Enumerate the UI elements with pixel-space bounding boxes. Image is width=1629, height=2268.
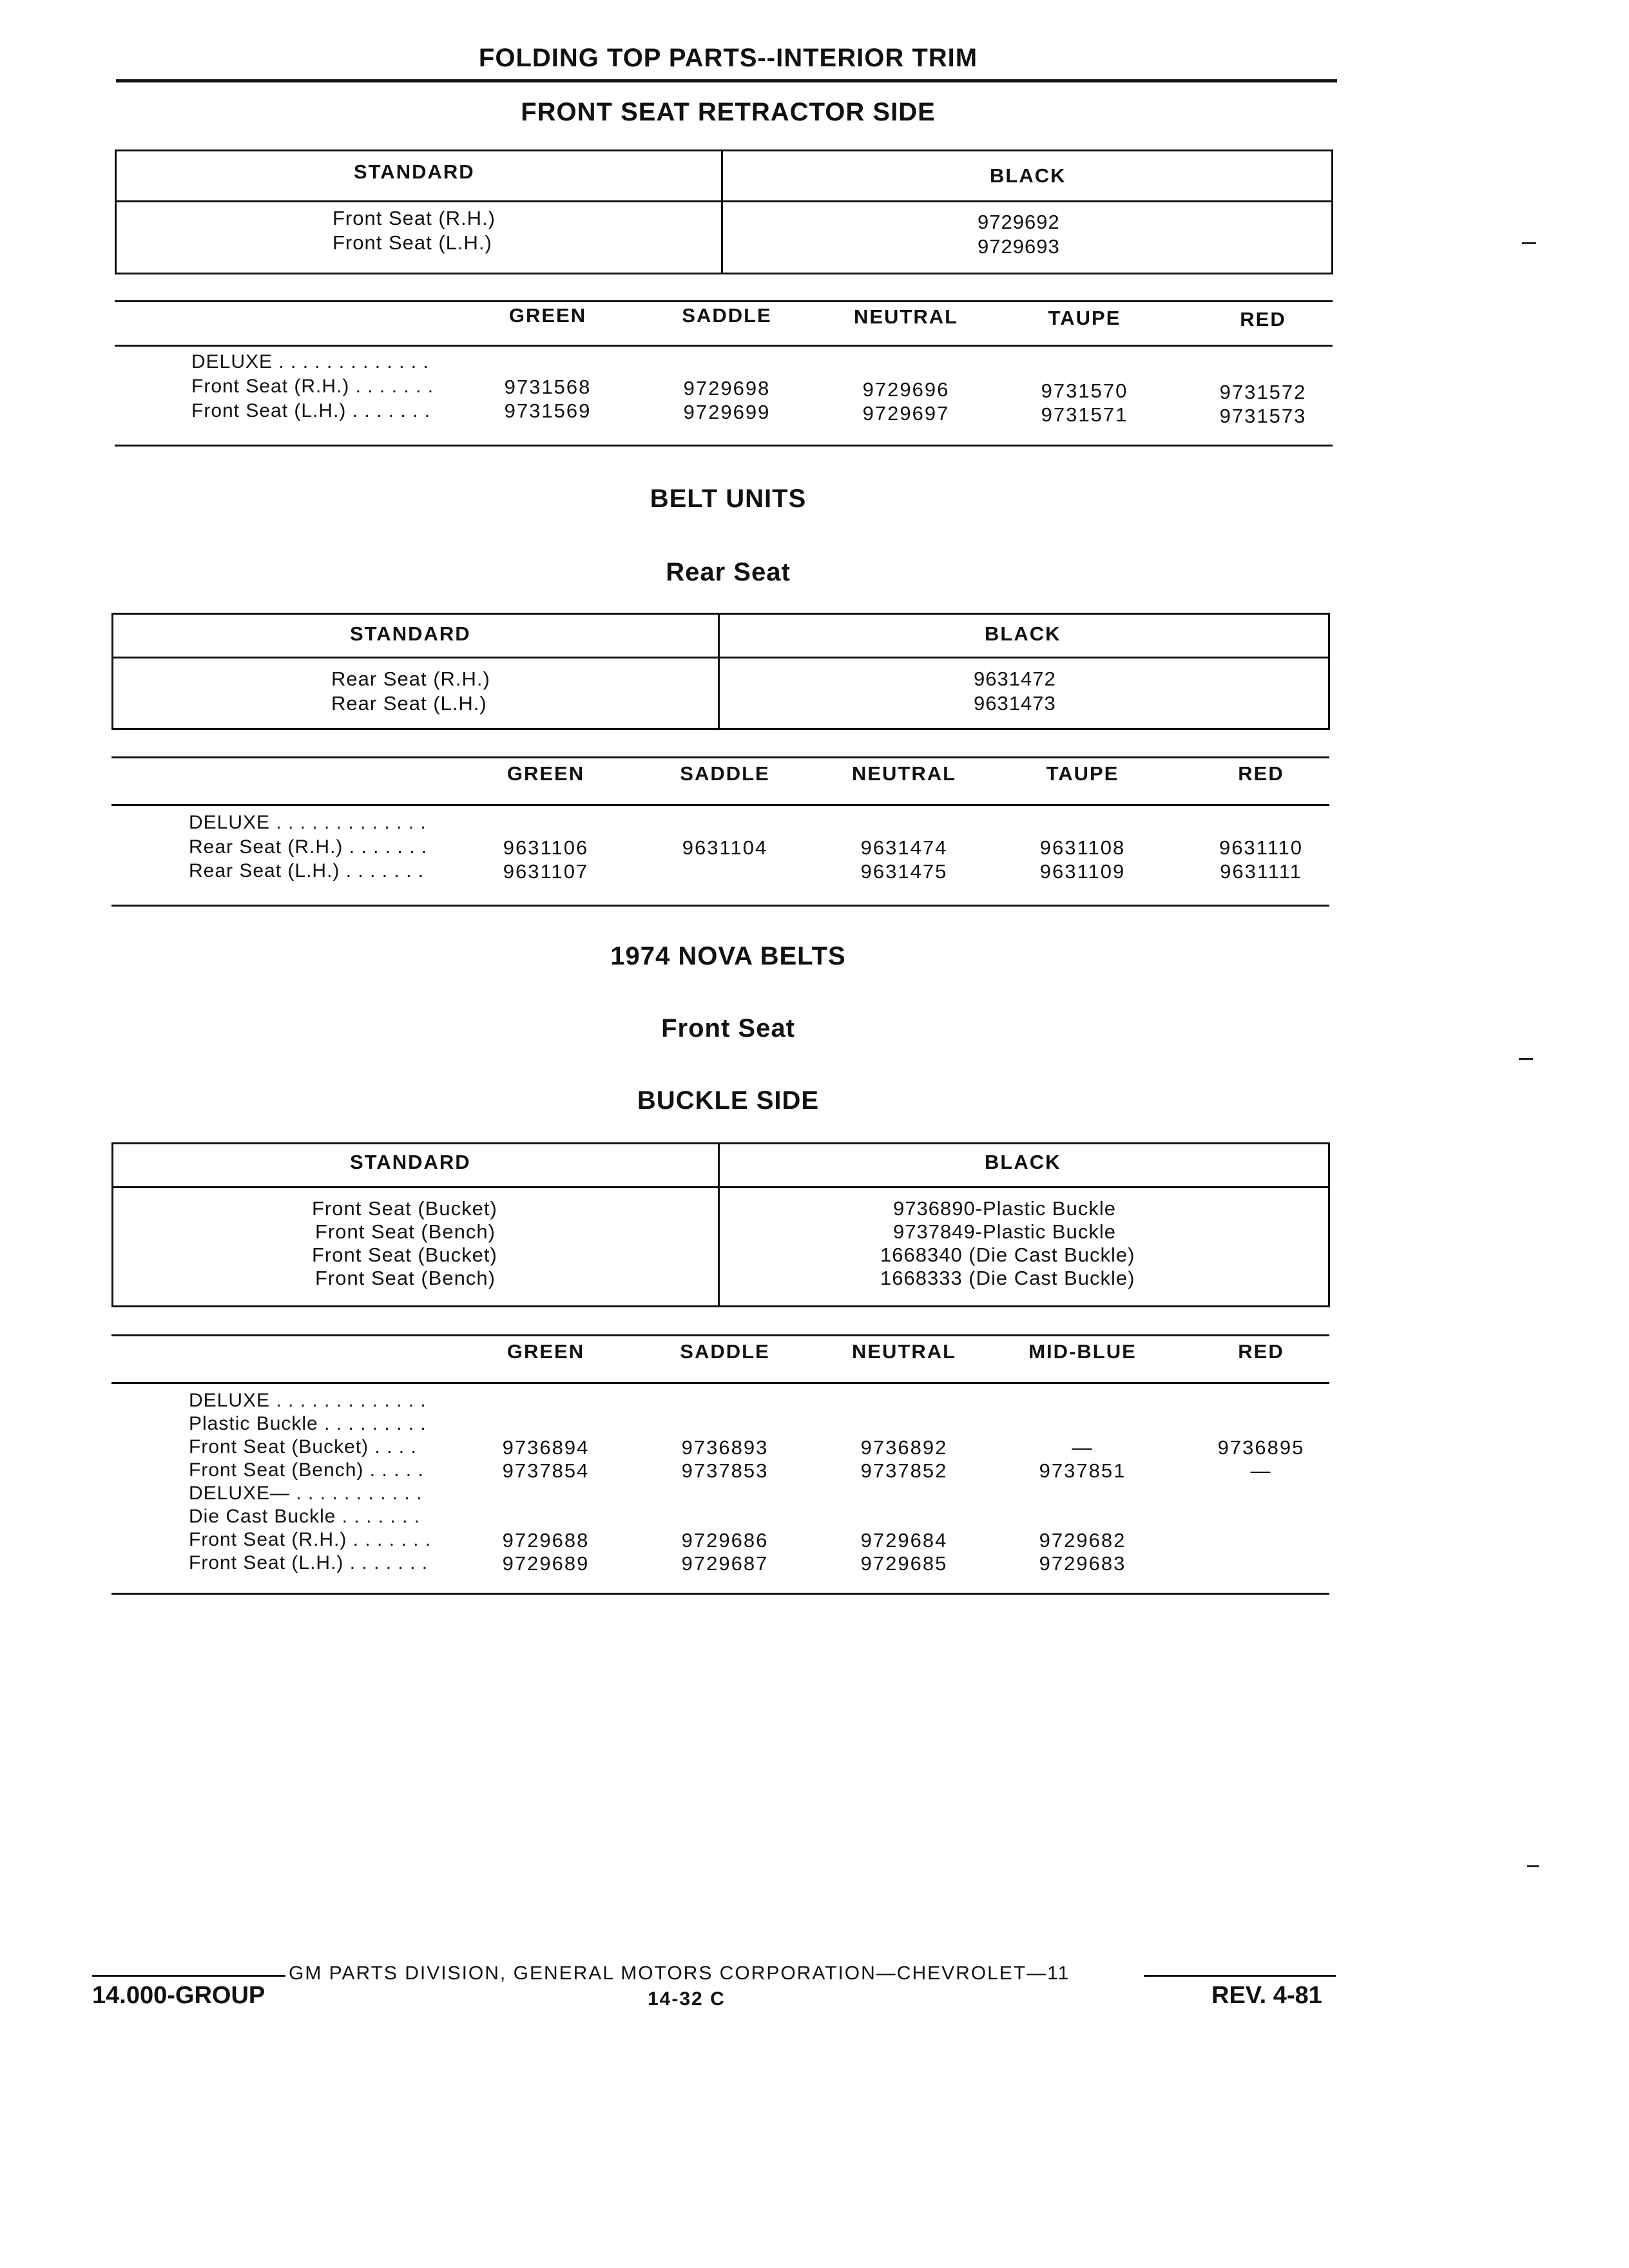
part-number: 9631475 [860, 860, 948, 883]
section-subheading: Rear Seat [666, 558, 791, 586]
margin-mark [1522, 242, 1536, 244]
black-header: BLACK [985, 622, 1061, 645]
part-number: 9736892 [860, 1436, 948, 1459]
row-label: Front Seat (R.H.) . . . . . . . [189, 1529, 432, 1550]
part-number: 9736890-Plastic Buckle [893, 1197, 1116, 1220]
part-number: 9729689 [502, 1552, 590, 1575]
part-number: 9631111 [1220, 860, 1302, 883]
column-header: RED [1238, 762, 1284, 785]
table-divider [721, 151, 723, 273]
part-number: 9737852 [860, 1459, 948, 1482]
row-label: Plastic Buckle . . . . . . . . . [189, 1413, 427, 1434]
part-number: 9631106 [503, 836, 589, 859]
part-number: 9731570 [1041, 380, 1128, 402]
title-rule [116, 79, 1337, 82]
column-header: SADDLE [680, 1340, 770, 1363]
table-rule [115, 445, 1333, 447]
row-label: Rear Seat (L.H.) . . . . . . . [189, 860, 425, 881]
table-rule [111, 804, 1329, 806]
row-label: DELUXE . . . . . . . . . . . . . [189, 812, 427, 833]
standard-table [115, 149, 1333, 274]
table-rule [111, 1382, 1329, 1384]
standard-item: Front Seat (Bucket) [312, 1197, 497, 1220]
row-label: DELUXE . . . . . . . . . . . . . [191, 351, 429, 372]
standard-item: Front Seat (Bench) [315, 1267, 496, 1289]
column-header: NEUTRAL [853, 305, 959, 328]
column-header: GREEN [506, 1340, 585, 1363]
row-label: Die Cast Buckle . . . . . . . [189, 1506, 421, 1527]
part-number: 9729683 [1039, 1552, 1126, 1575]
part-number: 9631108 [1039, 836, 1126, 859]
row-label: Front Seat (Bucket) . . . . [189, 1436, 417, 1457]
part-number: 9729682 [1039, 1529, 1126, 1552]
table-divider [718, 615, 720, 728]
column-header: NEUTRAL [851, 762, 957, 785]
standard-item: Front Seat (R.H.) [333, 207, 496, 229]
standard-header: STANDARD [350, 622, 471, 645]
section-subheading: BUCKLE SIDE [637, 1086, 820, 1115]
table-divider [117, 200, 1331, 202]
part-number: 9736893 [681, 1436, 769, 1459]
part-number: 9731569 [504, 399, 592, 422]
table-rule [111, 905, 1329, 907]
standard-table [111, 1142, 1330, 1307]
part-number: 9729686 [681, 1529, 769, 1552]
table-divider [113, 1186, 1328, 1188]
footer-revision: REV. 4-81 [1211, 1982, 1322, 2009]
table-rule [111, 1334, 1329, 1336]
footer-group: 14.000-GROUP [92, 1982, 265, 2009]
table-rule [115, 345, 1333, 347]
standard-table [111, 613, 1330, 730]
part-number: 9631104 [682, 836, 768, 859]
black-header: BLACK [985, 1151, 1061, 1173]
part-number: 9631472 [974, 668, 1056, 690]
column-header: SADDLE [680, 762, 770, 785]
part-number: 9729684 [860, 1529, 948, 1552]
part-number: 9729696 [862, 378, 950, 401]
part-number: 9731568 [504, 376, 592, 398]
row-label: Rear Seat (R.H.) . . . . . . . [189, 836, 428, 858]
row-label: Front Seat (L.H.) . . . . . . . [189, 1552, 429, 1573]
part-number: 9737849-Plastic Buckle [893, 1220, 1116, 1243]
part-number: 1668333 (Die Cast Buckle) [880, 1267, 1135, 1289]
part-number: 9729697 [862, 402, 950, 425]
part-number: — [1072, 1436, 1094, 1459]
column-header: RED [1238, 1340, 1284, 1363]
table-rule [111, 1593, 1329, 1595]
part-number: 9631474 [860, 836, 948, 859]
column-header: NEUTRAL [851, 1340, 957, 1363]
table-rule [111, 756, 1329, 758]
column-header: GREEN [508, 304, 587, 327]
part-number: 9631109 [1039, 860, 1126, 883]
table-rule [115, 300, 1333, 302]
standard-item: Front Seat (Bench) [315, 1220, 496, 1243]
margin-mark [1527, 1865, 1539, 1867]
column-header: SADDLE [682, 304, 772, 327]
standard-item: Rear Seat (L.H.) [331, 692, 487, 715]
standard-item: Rear Seat (R.H.) [331, 668, 490, 690]
row-label: Front Seat (R.H.) . . . . . . . [191, 376, 434, 397]
margin-mark [1519, 1058, 1533, 1060]
part-number: — [1250, 1459, 1272, 1482]
part-number: 9731573 [1219, 405, 1307, 427]
column-header: RED [1240, 308, 1286, 331]
section-heading: FRONT SEAT RETRACTOR SIDE [521, 98, 936, 126]
column-header: MID-BLUE [1028, 1340, 1137, 1363]
table-divider [718, 1144, 720, 1305]
standard-item: Front Seat (Bucket) [312, 1244, 497, 1266]
part-number: 9736894 [502, 1436, 590, 1459]
part-number: 9731572 [1219, 381, 1307, 403]
part-number: 9729692 [978, 211, 1060, 233]
row-label: DELUXE— . . . . . . . . . . . [189, 1483, 423, 1504]
part-number: 9737854 [502, 1459, 590, 1482]
footer-publisher: GM PARTS DIVISION, GENERAL MOTORS CORPORATION—CHEVROLET—11 [289, 1963, 1070, 1984]
black-header: BLACK [990, 164, 1066, 187]
footer-rule [1144, 1975, 1336, 1977]
page-title: FOLDING TOP PARTS--INTERIOR TRIM [478, 44, 978, 72]
column-header: TAUPE [1048, 307, 1121, 329]
part-number: 9631473 [974, 692, 1056, 715]
part-number: 9737853 [681, 1459, 769, 1482]
part-number: 9631107 [503, 860, 589, 883]
footer-rule [92, 1975, 285, 1977]
column-header: GREEN [506, 762, 585, 785]
footer-page-number: 14-32 C [648, 1988, 726, 2010]
column-header: TAUPE [1046, 762, 1119, 785]
part-number: 9729699 [683, 401, 771, 423]
part-number: 9731571 [1041, 403, 1128, 426]
part-number: 9736895 [1217, 1436, 1305, 1459]
part-number: 9729687 [681, 1552, 769, 1575]
part-number: 1668340 (Die Cast Buckle) [880, 1244, 1135, 1266]
section-heading: 1974 NOVA BELTS [610, 942, 846, 970]
standard-item: Front Seat (L.H.) [333, 231, 492, 254]
standard-header: STANDARD [350, 1151, 471, 1173]
standard-header: STANDARD [354, 160, 475, 183]
part-number: 9729685 [860, 1552, 948, 1575]
part-number: 9729688 [502, 1529, 590, 1552]
row-label: Front Seat (Bench) . . . . . [189, 1459, 424, 1481]
part-number: 9737851 [1039, 1459, 1126, 1482]
part-number: 9729698 [683, 377, 771, 399]
row-label: DELUXE . . . . . . . . . . . . . [189, 1390, 427, 1411]
row-label: Front Seat (L.H.) . . . . . . . [191, 400, 431, 421]
table-divider [113, 657, 1328, 658]
section-subheading: Front Seat [661, 1014, 795, 1043]
part-number: 9631110 [1219, 836, 1304, 859]
part-number: 9729693 [978, 235, 1060, 258]
section-heading: BELT UNITS [650, 485, 807, 513]
